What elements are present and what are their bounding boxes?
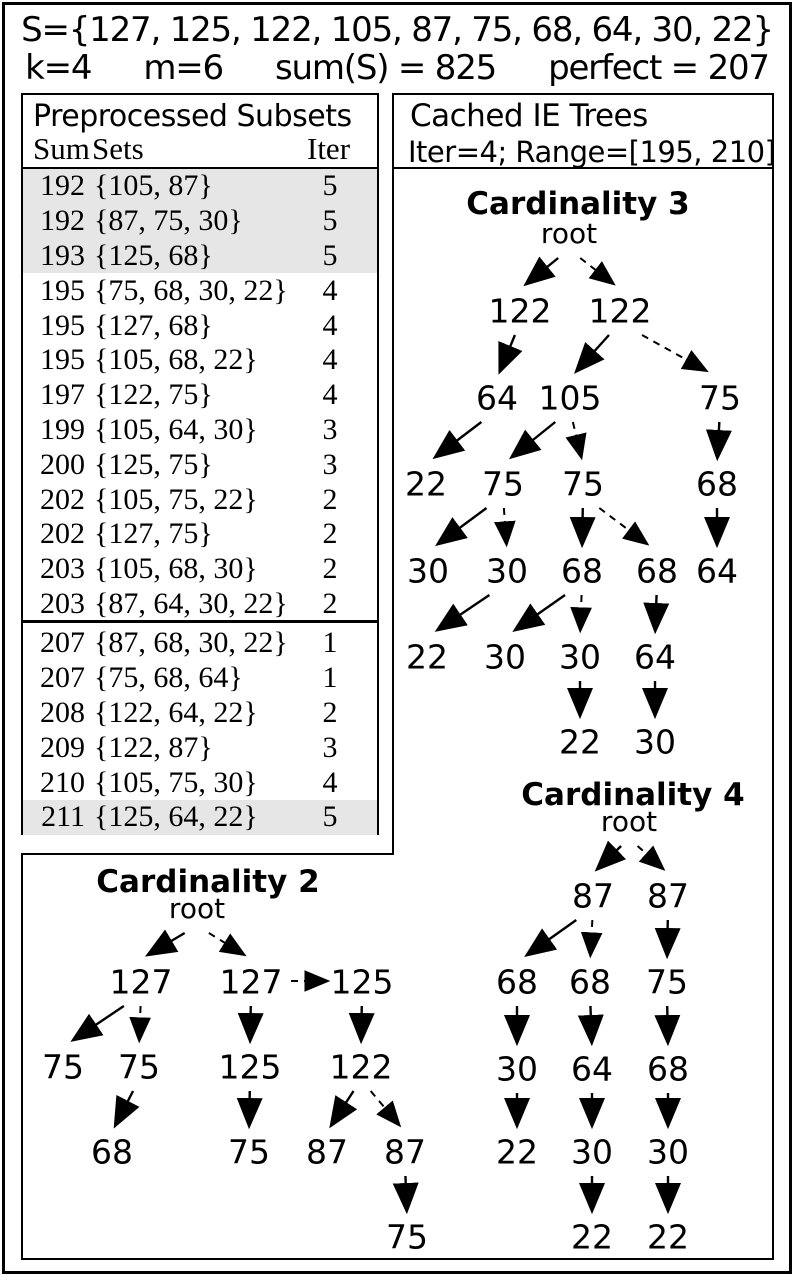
sum-cell: 195 bbox=[40, 308, 85, 342]
sum-cell: 197 bbox=[40, 378, 85, 412]
iter-cell: 4 bbox=[322, 308, 338, 342]
tree-node: 30 bbox=[647, 1132, 689, 1172]
tree-node: 87 bbox=[572, 876, 614, 916]
iter-cell: 5 bbox=[322, 169, 338, 203]
iter-cell: 3 bbox=[322, 447, 338, 481]
sets-cell: {105, 68, 30} bbox=[94, 552, 258, 586]
set-definition-header: S={127, 125, 122, 105, 87, 75, 68, 64, 30, 22} bbox=[21, 10, 773, 50]
sets-cell: {125, 75} bbox=[94, 447, 213, 481]
trees-panel-title: Cached IE Trees bbox=[410, 98, 648, 134]
sets-cell: {127, 75} bbox=[94, 517, 213, 551]
sets-cell: {105, 75, 30} bbox=[94, 765, 258, 799]
tree-node: 30 bbox=[486, 551, 528, 591]
tree-node: 75 bbox=[42, 1047, 84, 1087]
iter-cell: 2 bbox=[322, 695, 338, 729]
iter-cell: 2 bbox=[322, 586, 338, 620]
column-header-iter: Iter bbox=[307, 131, 351, 166]
cardinality-2-root: root bbox=[168, 892, 226, 925]
sets-cell: {122, 75} bbox=[94, 378, 213, 412]
iter-cell: 4 bbox=[322, 765, 338, 799]
sum-cell: 200 bbox=[40, 447, 85, 481]
parameter-value: perfect = 207 bbox=[548, 48, 769, 88]
tree-node: 75 bbox=[646, 962, 688, 1002]
tree-node: 125 bbox=[218, 1047, 282, 1087]
sets-cell: {75, 68, 30, 22} bbox=[94, 273, 288, 307]
sum-cell: 195 bbox=[40, 273, 85, 307]
tree-node: 87 bbox=[647, 876, 689, 916]
sum-cell: 199 bbox=[40, 412, 85, 446]
iter-cell: 5 bbox=[322, 204, 338, 238]
iter-cell: 5 bbox=[322, 238, 338, 272]
tree-node: 22 bbox=[496, 1132, 538, 1172]
sets-cell: {75, 68, 64} bbox=[94, 661, 243, 695]
tree-node: 22 bbox=[405, 464, 447, 504]
iter-cell: 4 bbox=[322, 378, 338, 412]
sets-cell: {122, 64, 22} bbox=[94, 695, 258, 729]
iter-cell: 4 bbox=[322, 343, 338, 377]
sum-cell: 193 bbox=[40, 238, 85, 272]
iter-cell: 5 bbox=[322, 800, 338, 834]
sum-cell: 207 bbox=[40, 626, 85, 660]
sets-cell: {127, 68} bbox=[94, 308, 213, 342]
table-title: Preprocessed Subsets bbox=[33, 99, 352, 134]
cardinality-4-root: root bbox=[600, 805, 658, 838]
tree-node: 22 bbox=[571, 1217, 613, 1257]
sets-cell: {105, 87} bbox=[94, 169, 213, 203]
tree-node: 87 bbox=[306, 1132, 348, 1172]
iter-cell: 4 bbox=[322, 273, 338, 307]
iter-cell: 3 bbox=[322, 730, 338, 764]
sum-cell: 192 bbox=[40, 169, 85, 203]
tree-node: 64 bbox=[696, 551, 738, 591]
trees-panel-subtitle: Iter=4; Range=[195, 210] bbox=[408, 135, 776, 169]
sum-cell: 203 bbox=[40, 586, 85, 620]
tree-node: 30 bbox=[496, 1049, 538, 1089]
tree-node: 64 bbox=[634, 637, 676, 677]
sum-cell: 208 bbox=[40, 695, 85, 729]
tree-node: 122 bbox=[329, 1047, 393, 1087]
tree-node: 75 bbox=[118, 1047, 160, 1087]
tree-node: 75 bbox=[228, 1132, 270, 1172]
tree-node: 87 bbox=[384, 1132, 426, 1172]
cardinality-3-title: Cardinality 3 bbox=[466, 186, 690, 222]
iter-cell: 2 bbox=[322, 482, 338, 516]
sum-cell: 207 bbox=[40, 661, 85, 695]
tree-node: 64 bbox=[476, 378, 518, 418]
parameter-value: k=4 bbox=[25, 48, 92, 88]
tree-node: 68 bbox=[636, 551, 678, 591]
sets-cell: {105, 64, 30} bbox=[94, 412, 258, 446]
iter-cell: 1 bbox=[322, 661, 338, 695]
tree-node: 68 bbox=[569, 962, 611, 1002]
cardinality-2-title: Cardinality 2 bbox=[96, 864, 320, 900]
tree-node: 68 bbox=[496, 962, 538, 1002]
tree-node: 30 bbox=[634, 722, 676, 762]
tree-node: 30 bbox=[571, 1132, 613, 1172]
tree-node: 127 bbox=[219, 962, 283, 1002]
tree-node: 22 bbox=[647, 1217, 689, 1257]
tree-node: 22 bbox=[559, 722, 601, 762]
parameter-value: sum(S) = 825 bbox=[274, 48, 497, 88]
tree-node: 122 bbox=[488, 291, 552, 331]
tree-node: 68 bbox=[561, 551, 603, 591]
tree-node: 22 bbox=[406, 637, 448, 677]
cardinality-4-title: Cardinality 4 bbox=[521, 777, 745, 813]
cardinality-3-root: root bbox=[540, 217, 598, 250]
sets-cell: {105, 75, 22} bbox=[94, 482, 258, 516]
tree-node: 75 bbox=[562, 464, 604, 504]
tree-node: 105 bbox=[538, 378, 602, 418]
sets-cell: {87, 75, 30} bbox=[94, 204, 243, 238]
tree-node: 75 bbox=[482, 464, 524, 504]
tree-node: 75 bbox=[386, 1217, 428, 1257]
sets-cell: {105, 68, 22} bbox=[94, 343, 258, 377]
tree-node: 30 bbox=[407, 551, 449, 591]
iter-cell: 2 bbox=[322, 552, 338, 586]
sum-cell: 202 bbox=[40, 482, 85, 516]
tree-node: 68 bbox=[696, 464, 738, 504]
sum-cell: 210 bbox=[40, 765, 85, 799]
sum-cell: 203 bbox=[40, 552, 85, 586]
tree-node: 30 bbox=[484, 637, 526, 677]
sets-cell: {87, 64, 30, 22} bbox=[94, 586, 288, 620]
column-header-sum: Sum bbox=[33, 131, 90, 166]
tree-node: 122 bbox=[588, 291, 652, 331]
sets-cell: {125, 64, 22} bbox=[94, 800, 258, 834]
tree-node: 64 bbox=[571, 1049, 613, 1089]
parameter-value: m=6 bbox=[143, 48, 223, 88]
tree-node: 127 bbox=[109, 962, 173, 1002]
sets-cell: {122, 87} bbox=[94, 730, 213, 764]
tree-node: 68 bbox=[91, 1132, 133, 1172]
sets-cell: {87, 68, 30, 22} bbox=[94, 626, 288, 660]
sum-cell: 209 bbox=[40, 730, 85, 764]
sum-cell: 192 bbox=[40, 204, 85, 238]
iter-cell: 3 bbox=[322, 412, 338, 446]
tree-node: 68 bbox=[647, 1049, 689, 1089]
tree-node: 75 bbox=[699, 378, 741, 418]
tree-node: 30 bbox=[559, 637, 601, 677]
iter-cell: 1 bbox=[322, 626, 338, 660]
sum-cell: 195 bbox=[40, 343, 85, 377]
tree-node: 125 bbox=[330, 962, 394, 1002]
column-header-sets: Sets bbox=[92, 131, 144, 166]
sum-cell: 211 bbox=[41, 800, 85, 834]
iter-cell: 2 bbox=[322, 517, 338, 551]
sum-cell: 202 bbox=[40, 517, 85, 551]
sets-cell: {125, 68} bbox=[94, 238, 213, 272]
